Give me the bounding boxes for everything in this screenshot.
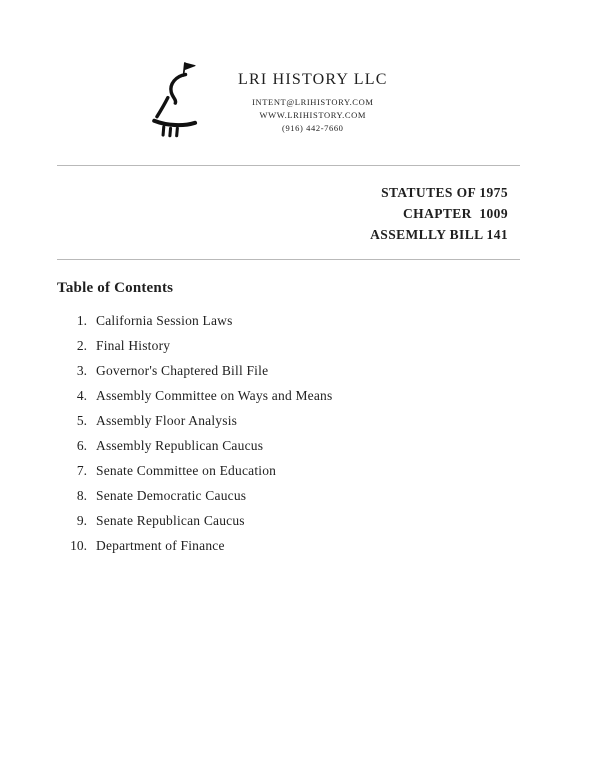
toc-item-label: Final History (96, 338, 171, 353)
toc-item-label: Governor's Chaptered Bill File (96, 363, 269, 378)
toc-item-label: Assembly Floor Analysis (96, 413, 238, 428)
toc-item (57, 313, 520, 329)
toc-item-number: 6. (76, 438, 87, 453)
toc-item (57, 413, 520, 429)
toc-item (57, 388, 520, 404)
toc-item (57, 338, 520, 354)
toc-item-label: Senate Republican Caucus (96, 513, 245, 528)
toc-item-number: 2. (76, 338, 87, 353)
toc-item-number: 7. (76, 463, 87, 478)
toc-item (57, 513, 520, 529)
toc-list (57, 313, 520, 554)
company-phone: (916) 442-7660 (282, 123, 344, 133)
toc-item-number: 10. (70, 538, 87, 553)
toc-item (57, 463, 520, 479)
statute-bill: ASSEMLLY BILL 141 (370, 227, 508, 242)
company-website: WWW.LRIHISTORY.COM (259, 110, 367, 120)
letterhead (142, 55, 520, 147)
statute-year: STATUTES OF 1975 (381, 185, 508, 200)
statute-block (57, 182, 520, 245)
toc-item-label: Department of Finance (96, 538, 225, 553)
toc-title: Table of Contents (57, 280, 174, 296)
divider-top (57, 165, 520, 166)
statute-chapter: CHAPTER 1009 (403, 206, 508, 221)
divider-bottom (57, 259, 520, 260)
company-email: INTENT@LRIHISTORY.COM (252, 97, 374, 107)
toc-item-number: 8. (76, 488, 87, 503)
toc-item-label: Assembly Republican Caucus (96, 438, 264, 453)
toc-item-label: Assembly Committee on Ways and Means (96, 388, 333, 403)
lri-logo-icon (142, 57, 210, 141)
toc-item-label: Senate Democratic Caucus (96, 488, 247, 503)
toc-item (57, 363, 520, 379)
toc-item (57, 538, 520, 554)
toc-item (57, 438, 520, 454)
toc-item-number: 4. (76, 388, 87, 403)
toc-item-number: 1. (76, 313, 87, 328)
toc-item-number: 5. (76, 413, 87, 428)
toc-item-label: California Session Laws (96, 313, 233, 328)
toc-item-number: 3. (76, 363, 87, 378)
company-name: LRI HISTORY LLC (238, 71, 388, 88)
toc-item-label: Senate Committee on Education (96, 463, 277, 478)
toc-item-number: 9. (76, 513, 87, 528)
toc-item (57, 488, 520, 504)
letterhead-text (238, 55, 388, 135)
